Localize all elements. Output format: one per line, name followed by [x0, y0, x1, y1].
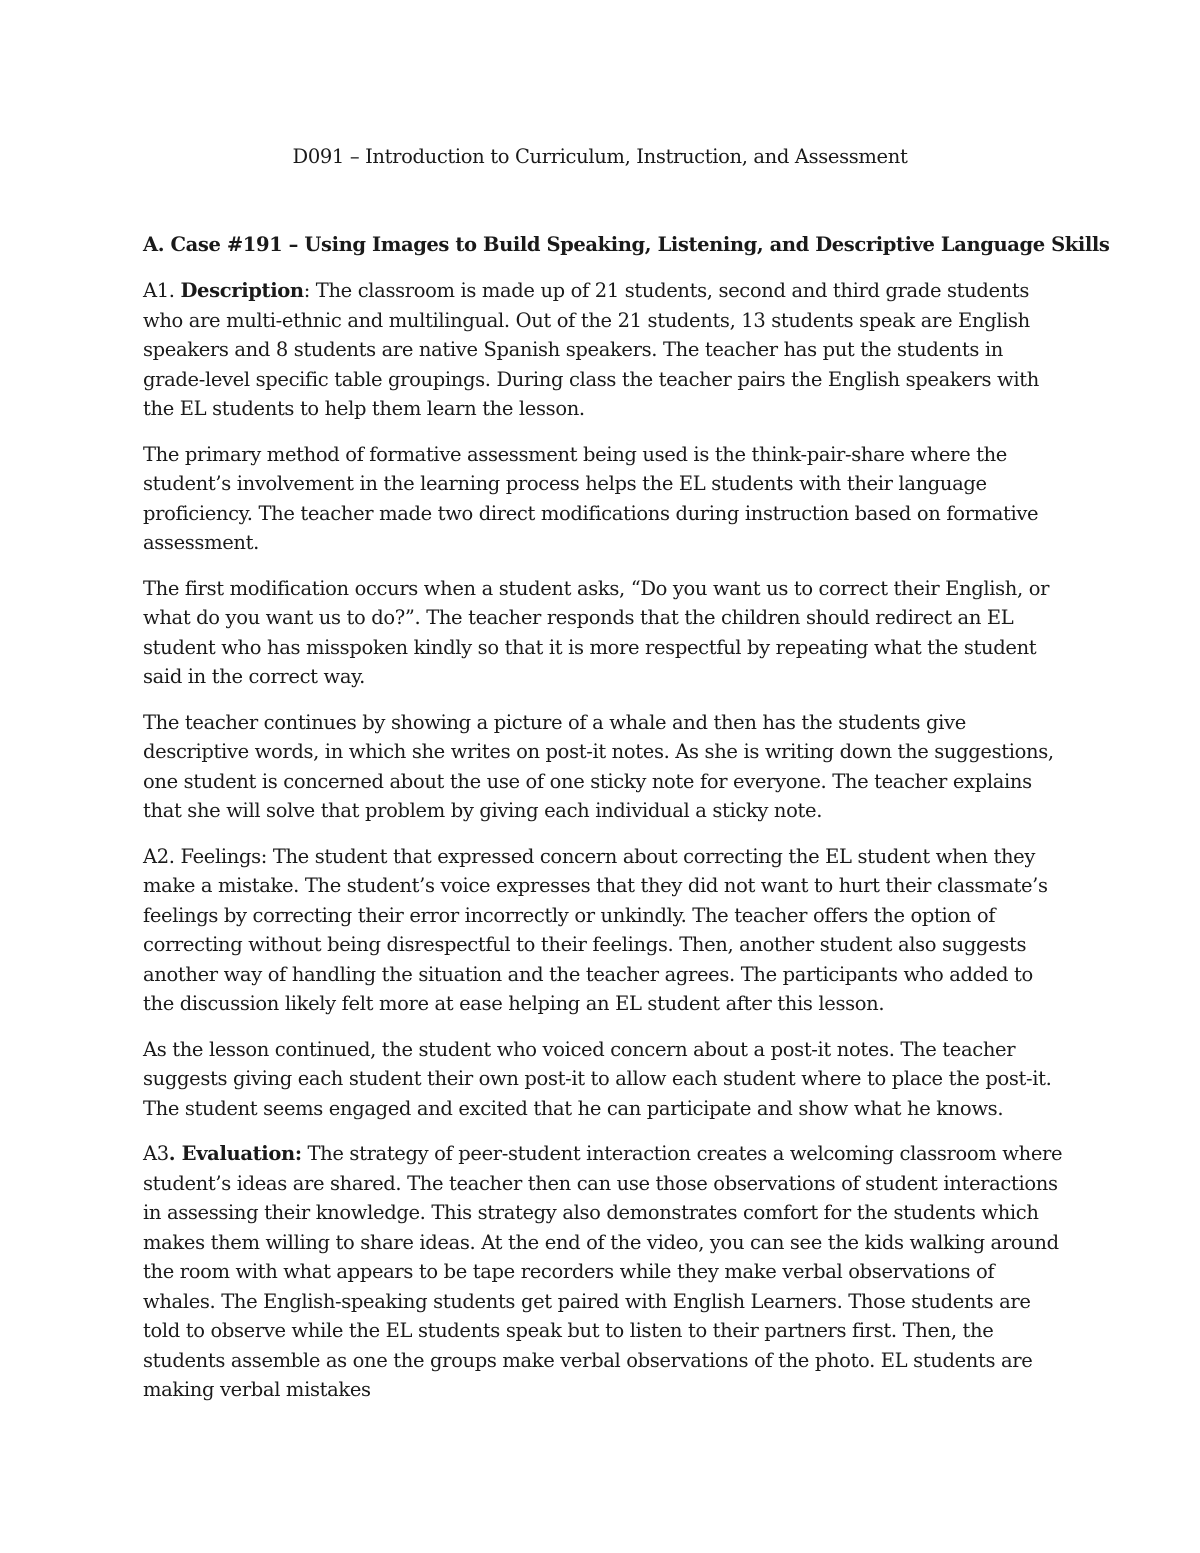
paragraph-a2-feelings: A2. Feelings: The student that expressed concern about correcting the EL student when they make a mistake. The student’s voice expresses that they did not want to hurt their classmate’s feelings by correcting their error incorrectly or unkindly. The teacher offers the option of correcting without being disrespectful to their feelings. Then, another student also suggests another way of handling the situation and the teacher agrees. The participants who added to the discussion likely felt more at ease helping an EL student after this lesson. [143, 844, 1048, 1015]
section-heading: A. Case #191 – Using Images to Build Speaking, Listening, and Descriptive Language Skills [143, 233, 1110, 256]
paragraph-first-modification: The first modification occurs when a student asks, “Do you want us to correct their English, or what do you want us to do?”. The teacher responds that the children should redirect an EL student who has misspoken kindly so that it is more respectful by repeating what the student said in the correct way. [143, 576, 1050, 688]
a1-prefix: A1. [143, 279, 181, 302]
paragraph-a3-evaluation [143, 1139, 1068, 1405]
a1-text: : The classroom is made up of 21 students, second and third grade students who are multi-ethnic and multilingual. Out of the 21 students, 13 students speak are English speakers and 8 students are native Spanish speakers. The teacher has put the students in grade-level specific table groupings. During class the teacher pairs the English speakers with the EL students to help them learn the lesson. [143, 279, 1039, 420]
document-body [143, 230, 1110, 1421]
paragraph-post-it-notes: As the lesson continued, the student who voiced concern about a post-it notes. The teacher suggests giving each student their own post-it to allow each student where to place the post-it. The student seems engaged and excited that he can participate and show what he knows. [143, 1037, 1052, 1120]
a1-label: Description [180, 279, 304, 302]
paragraph-a1-description [143, 276, 1068, 424]
paragraph-whale-picture: The teacher continues by showing a picture of a whale and then has the students give descriptive words, in which she writes on post-it notes. As she is writing down the suggestions, one student is concerned about the use of one sticky note for everyone. The teacher explains that she will solve that problem by giving each individual a sticky note. [143, 710, 1054, 822]
a3-prefix: A3 [143, 1142, 169, 1165]
a3-label: . Evaluation: [168, 1142, 302, 1165]
paragraph-formative-assessment: The primary method of formative assessment being used is the think-pair-share where the student’s involvement in the learning process helps the EL students with their language proficiency. The teacher made two direct modifications during instruction based on formative assessment. [143, 442, 1039, 554]
document-title: D091 – Introduction to Curriculum, Instruction, and Assessment [292, 145, 908, 168]
a3-text: The strategy of peer-student interaction creates a welcoming classroom where student’s ideas are shared. The teacher then can use those observations of student interactions in assessing their knowledge. This strategy also demonstrates comfort for the students which makes them willing to share ideas. At the end of the video, you can see the kids walking around the room with what appears to be tape recorders while they make verbal observations of whales. The English-speaking students get paired with English Learners. Those students are told to observe while the EL students speak but to listen to their partners first. Then, the students assemble as one the groups make verbal observations of the photo. EL students are making verbal mistakes [143, 1142, 1063, 1401]
